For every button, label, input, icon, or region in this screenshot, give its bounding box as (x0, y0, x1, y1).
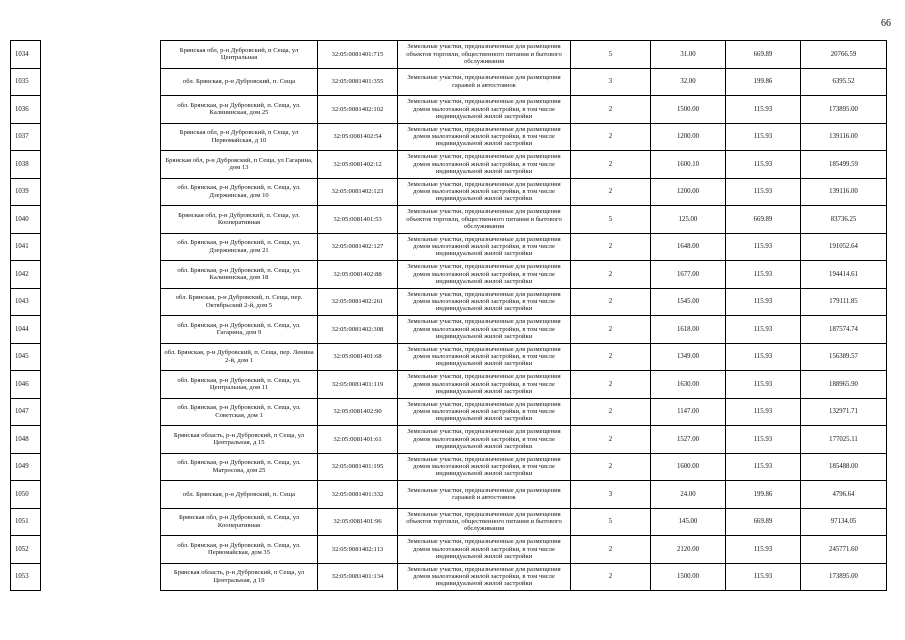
area-cell: 2120.00 (651, 536, 726, 564)
land-purpose-cell: Земельные участки, предназначенные для размещения домов малоэтажной жилой застройки, в том числе индивидуальной жилой застройки (398, 563, 571, 591)
cadastral-value-cell: 83736.25 (801, 206, 887, 234)
table-row (11, 371, 887, 399)
row-number: 1036 (11, 96, 41, 124)
empty-cell (41, 343, 161, 371)
group-cell: 2 (571, 343, 651, 371)
cadastral-value-cell: 20766.59 (801, 41, 887, 69)
address-cell: обл. Брянская, р-н Дубровский, п. Сеща, ул. Калининская, дом 18 (161, 261, 318, 289)
group-cell: 2 (571, 96, 651, 124)
area-cell: 1500.00 (651, 96, 726, 124)
cadastral-value-cell: 185499.59 (801, 151, 887, 179)
group-cell: 3 (571, 68, 651, 96)
group-cell: 5 (571, 41, 651, 69)
rate-cell: 115.93 (726, 316, 801, 344)
rate-cell: 669.89 (726, 508, 801, 536)
table-row (11, 206, 887, 234)
table-row (11, 123, 887, 151)
rate-cell: 669.89 (726, 41, 801, 69)
empty-cell (41, 261, 161, 289)
table-row (11, 563, 887, 591)
group-cell: 5 (571, 206, 651, 234)
table-row (11, 453, 887, 481)
row-number: 1048 (11, 426, 41, 454)
cadastral-number-cell: 32:05:0081402:12 (318, 151, 398, 179)
empty-cell (41, 453, 161, 481)
cadastral-value-cell: 4796.64 (801, 481, 887, 509)
cadastral-number-cell: 32:05:0081402:261 (318, 288, 398, 316)
empty-cell (41, 123, 161, 151)
cadastral-number-cell: 32:05:0081402:88 (318, 261, 398, 289)
group-cell: 2 (571, 316, 651, 344)
area-cell: 1527.00 (651, 426, 726, 454)
address-cell: Брянская обл, р-н Дубровский, п. Сеща, ул Кооперативная (161, 508, 318, 536)
rate-cell: 115.93 (726, 398, 801, 426)
cadastral-number-cell: 32:05:0081401:332 (318, 481, 398, 509)
rate-cell: 115.93 (726, 123, 801, 151)
empty-cell (41, 68, 161, 96)
rate-cell: 669.89 (726, 206, 801, 234)
group-cell: 2 (571, 371, 651, 399)
area-cell: 1600.00 (651, 453, 726, 481)
rate-cell: 115.93 (726, 96, 801, 124)
cadastral-value-cell: 173895.00 (801, 563, 887, 591)
address-cell: обл. Брянская, р-н Дубровский, п. Сеща, ул. Дзержинская, дом 10 (161, 178, 318, 206)
rate-cell: 115.93 (726, 178, 801, 206)
empty-cell (41, 426, 161, 454)
empty-cell (41, 508, 161, 536)
land-purpose-cell: Земельные участки, предназначенные для размещения домов малоэтажной жилой застройки, в том числе индивидуальной жилой застройки (398, 426, 571, 454)
cadastral-number-cell: 32:05:0081402:113 (318, 536, 398, 564)
table-row (11, 68, 887, 96)
cadastral-value-cell: 139116.00 (801, 123, 887, 151)
empty-cell (41, 563, 161, 591)
cadastral-number-cell: 32:05:0081401:53 (318, 206, 398, 234)
cadastral-number-cell: 32:05:0081401:68 (318, 343, 398, 371)
empty-cell (41, 41, 161, 69)
group-cell: 2 (571, 123, 651, 151)
group-cell: 2 (571, 536, 651, 564)
address-cell: Брянская область, р-н Дубровский, п Сеща, ул Центральная, д 15 (161, 426, 318, 454)
cadastral-number-cell: 32:05:0081402:102 (318, 96, 398, 124)
area-cell: 1630.00 (651, 371, 726, 399)
land-purpose-cell: Земельные участки, предназначенные для размещения гаражей и автостоянок (398, 481, 571, 509)
cadastral-value-cell: 188965.90 (801, 371, 887, 399)
row-number: 1045 (11, 343, 41, 371)
land-purpose-cell: Земельные участки, предназначенные для размещения домов малоэтажной жилой застройки, в том числе индивидуальной жилой застройки (398, 288, 571, 316)
empty-cell (41, 151, 161, 179)
area-cell: 1618.00 (651, 316, 726, 344)
land-purpose-cell: Земельные участки, предназначенные для размещения домов малоэтажной жилой застройки, в том числе индивидуальной жилой застройки (398, 371, 571, 399)
row-number: 1049 (11, 453, 41, 481)
cadastral-number-cell: 32:05:0081402:123 (318, 178, 398, 206)
group-cell: 2 (571, 426, 651, 454)
rate-cell: 115.93 (726, 371, 801, 399)
cadastral-value-cell: 245771.60 (801, 536, 887, 564)
group-cell: 2 (571, 178, 651, 206)
cadastral-number-cell: 32:05:0081401:119 (318, 371, 398, 399)
cadastral-number-cell: 32:05:0081401:96 (318, 508, 398, 536)
group-cell: 3 (571, 481, 651, 509)
address-cell: обл. Брянская, р-н Дубровский, п. Сеща, пер. Ленина 2-й, дом 1 (161, 343, 318, 371)
rate-cell: 199.86 (726, 68, 801, 96)
empty-cell (41, 398, 161, 426)
table-row (11, 261, 887, 289)
row-number: 1041 (11, 233, 41, 261)
cadastral-value-cell: 139116.00 (801, 178, 887, 206)
table-row (11, 288, 887, 316)
cadastral-value-cell: 6395.52 (801, 68, 887, 96)
cadastral-value-cell: 191052.64 (801, 233, 887, 261)
table-row (11, 178, 887, 206)
row-number: 1040 (11, 206, 41, 234)
area-cell: 1200.00 (651, 178, 726, 206)
row-number: 1037 (11, 123, 41, 151)
cadastral-number-cell: 32:05:0081401:715 (318, 41, 398, 69)
row-number: 1051 (11, 508, 41, 536)
address-cell: обл. Брянская, р-н Дубровский, п. Сеща (161, 68, 318, 96)
area-cell: 1648.00 (651, 233, 726, 261)
cadastral-value-cell: 187574.74 (801, 316, 887, 344)
land-purpose-cell: Земельные участки, предназначенные для размещения домов малоэтажной жилой застройки, в том числе индивидуальной жилой застройки (398, 96, 571, 124)
area-cell: 1349.00 (651, 343, 726, 371)
row-number: 1034 (11, 41, 41, 69)
empty-cell (41, 178, 161, 206)
land-purpose-cell: Земельные участки, предназначенные для размещения объектов торговли, общественного питания и бытового обслуживания (398, 206, 571, 234)
cadastral-value-cell: 156389.57 (801, 343, 887, 371)
row-number: 1042 (11, 261, 41, 289)
group-cell: 2 (571, 261, 651, 289)
rate-cell: 199.86 (726, 481, 801, 509)
table-row (11, 426, 887, 454)
table-row (11, 508, 887, 536)
area-cell: 1677.00 (651, 261, 726, 289)
table-row (11, 316, 887, 344)
land-purpose-cell: Земельные участки, предназначенные для размещения домов малоэтажной жилой застройки, в том числе индивидуальной жилой застройки (398, 178, 571, 206)
area-cell: 1500.00 (651, 563, 726, 591)
table-row (11, 96, 887, 124)
land-purpose-cell: Земельные участки, предназначенные для размещения домов малоэтажной жилой застройки, в том числе индивидуальной жилой застройки (398, 233, 571, 261)
rate-cell: 115.93 (726, 233, 801, 261)
land-purpose-cell: Земельные участки, предназначенные для размещения домов малоэтажной жилой застройки, в том числе индивидуальной жилой застройки (398, 151, 571, 179)
row-number: 1053 (11, 563, 41, 591)
empty-cell (41, 96, 161, 124)
row-number: 1038 (11, 151, 41, 179)
rate-cell: 115.93 (726, 453, 801, 481)
address-cell: обл. Брянская, р-н Дубровский, п. Сеща, ул. Калининская, дом 25 (161, 96, 318, 124)
cadastral-number-cell: 32:05:0081402:308 (318, 316, 398, 344)
table-body (11, 41, 887, 591)
table-row (11, 481, 887, 509)
area-cell: 32.00 (651, 68, 726, 96)
row-number: 1039 (11, 178, 41, 206)
cadastral-value-cell: 179111.85 (801, 288, 887, 316)
row-number: 1050 (11, 481, 41, 509)
table-row (11, 233, 887, 261)
land-purpose-cell: Земельные участки, предназначенные для размещения объектов торговли, общественного питания и бытового обслуживания (398, 41, 571, 69)
address-cell: обл. Брянская, р-н Дубровский, п. Сеща, ул. Гагарина, дом 9 (161, 316, 318, 344)
cadastral-number-cell: 32:05:0081401:61 (318, 426, 398, 454)
cadastral-value-cell: 173895.00 (801, 96, 887, 124)
table-row (11, 343, 887, 371)
address-cell: Брянская обл, р-н Дубровский, п. Сеща, ул. Кооперативная (161, 206, 318, 234)
cadastral-value-table (10, 40, 887, 591)
cadastral-value-cell: 97134.05 (801, 508, 887, 536)
cadastral-value-cell: 194414.61 (801, 261, 887, 289)
address-cell: обл. Брянская, р-н Дубровский, п. Сеща, пер. Октябрьский 2-й, дом 5 (161, 288, 318, 316)
group-cell: 5 (571, 508, 651, 536)
empty-cell (41, 206, 161, 234)
row-number: 1043 (11, 288, 41, 316)
address-cell: Брянская область, р-н Дубровский, п Сеща, ул Центральная, д 19 (161, 563, 318, 591)
address-cell: Брянская обл, р-н Дубровский, п Сеща, ул Гагарина, дом 13 (161, 151, 318, 179)
empty-cell (41, 316, 161, 344)
empty-cell (41, 288, 161, 316)
empty-cell (41, 371, 161, 399)
rate-cell: 115.93 (726, 288, 801, 316)
rate-cell: 115.93 (726, 343, 801, 371)
land-purpose-cell: Земельные участки, предназначенные для размещения домов малоэтажной жилой застройки, в том числе индивидуальной жилой застройки (398, 398, 571, 426)
area-cell: 1600.10 (651, 151, 726, 179)
land-purpose-cell: Земельные участки, предназначенные для размещения домов малоэтажной жилой застройки, в том числе индивидуальной жилой застройки (398, 453, 571, 481)
area-cell: 1545.00 (651, 288, 726, 316)
land-purpose-cell: Земельные участки, предназначенные для размещения домов малоэтажной жилой застройки, в том числе индивидуальной жилой застройки (398, 261, 571, 289)
cadastral-number-cell: 32:05:0081401:195 (318, 453, 398, 481)
empty-cell (41, 233, 161, 261)
group-cell: 2 (571, 233, 651, 261)
land-purpose-cell: Земельные участки, предназначенные для размещения домов малоэтажной жилой застройки, в том числе индивидуальной жилой застройки (398, 123, 571, 151)
area-cell: 145.00 (651, 508, 726, 536)
land-purpose-cell: Земельные участки, предназначенные для размещения домов малоэтажной жилой застройки, в том числе индивидуальной жилой застройки (398, 536, 571, 564)
empty-cell (41, 481, 161, 509)
area-cell: 1147.00 (651, 398, 726, 426)
table-row (11, 151, 887, 179)
area-cell: 125.00 (651, 206, 726, 234)
rate-cell: 115.93 (726, 563, 801, 591)
group-cell: 2 (571, 151, 651, 179)
empty-cell (41, 536, 161, 564)
group-cell: 2 (571, 563, 651, 591)
land-purpose-cell: Земельные участки, предназначенные для размещения домов малоэтажной жилой застройки, в том числе индивидуальной жилой застройки (398, 316, 571, 344)
rate-cell: 115.93 (726, 426, 801, 454)
row-number: 1047 (11, 398, 41, 426)
cadastral-number-cell: 32:05:0081402:90 (318, 398, 398, 426)
area-cell: 24.00 (651, 481, 726, 509)
area-cell: 1200.00 (651, 123, 726, 151)
table-row (11, 41, 887, 69)
group-cell: 2 (571, 398, 651, 426)
land-purpose-cell: Земельные участки, предназначенные для размещения объектов торговли, общественного питания и бытового обслуживания (398, 508, 571, 536)
table-row (11, 536, 887, 564)
cadastral-value-cell: 132971.71 (801, 398, 887, 426)
cadastral-number-cell: 32:05:0081402:127 (318, 233, 398, 261)
address-cell: обл. Брянская, р-н Дубровский, п. Сеща, ул. Советская, дом 1 (161, 398, 318, 426)
row-number: 1046 (11, 371, 41, 399)
address-cell: обл. Брянская, р-н Дубровский, п. Сеща, ул. Первомайская, дом 35 (161, 536, 318, 564)
row-number: 1035 (11, 68, 41, 96)
row-number: 1052 (11, 536, 41, 564)
page-number: 66 (881, 18, 891, 29)
row-number: 1044 (11, 316, 41, 344)
rate-cell: 115.93 (726, 261, 801, 289)
group-cell: 2 (571, 453, 651, 481)
group-cell: 2 (571, 288, 651, 316)
address-cell: обл. Брянская, р-н Дубровский, п. Сеща, ул. Дзержинская, дом 21 (161, 233, 318, 261)
cadastral-value-cell: 185488.00 (801, 453, 887, 481)
cadastral-value-cell: 177025.11 (801, 426, 887, 454)
cadastral-number-cell: 32:05:0081402:54 (318, 123, 398, 151)
address-cell: обл. Брянская, р-н Дубровский, п. Сеща (161, 481, 318, 509)
cadastral-number-cell: 32:05:0081401:355 (318, 68, 398, 96)
address-cell: обл. Брянская, р-н Дубровский, п. Сеща, ул. Матросова, дом 25 (161, 453, 318, 481)
table-row (11, 398, 887, 426)
rate-cell: 115.93 (726, 151, 801, 179)
address-cell: Брянская обл, р-н Дубровский, п Сеща, ул Первомайская, д 10 (161, 123, 318, 151)
land-purpose-cell: Земельные участки, предназначенные для размещения домов малоэтажной жилой застройки, в том числе индивидуальной жилой застройки (398, 343, 571, 371)
cadastral-number-cell: 32:05:0081401:134 (318, 563, 398, 591)
address-cell: Брянская обл, р-н Дубровский, п Сеща, ул Центральная (161, 41, 318, 69)
address-cell: обл. Брянская, р-н Дубровский, п. Сеща, ул. Центральная, дом 11 (161, 371, 318, 399)
area-cell: 31.00 (651, 41, 726, 69)
land-purpose-cell: Земельные участки, предназначенные для размещения гаражей и автостоянок (398, 68, 571, 96)
rate-cell: 115.93 (726, 536, 801, 564)
